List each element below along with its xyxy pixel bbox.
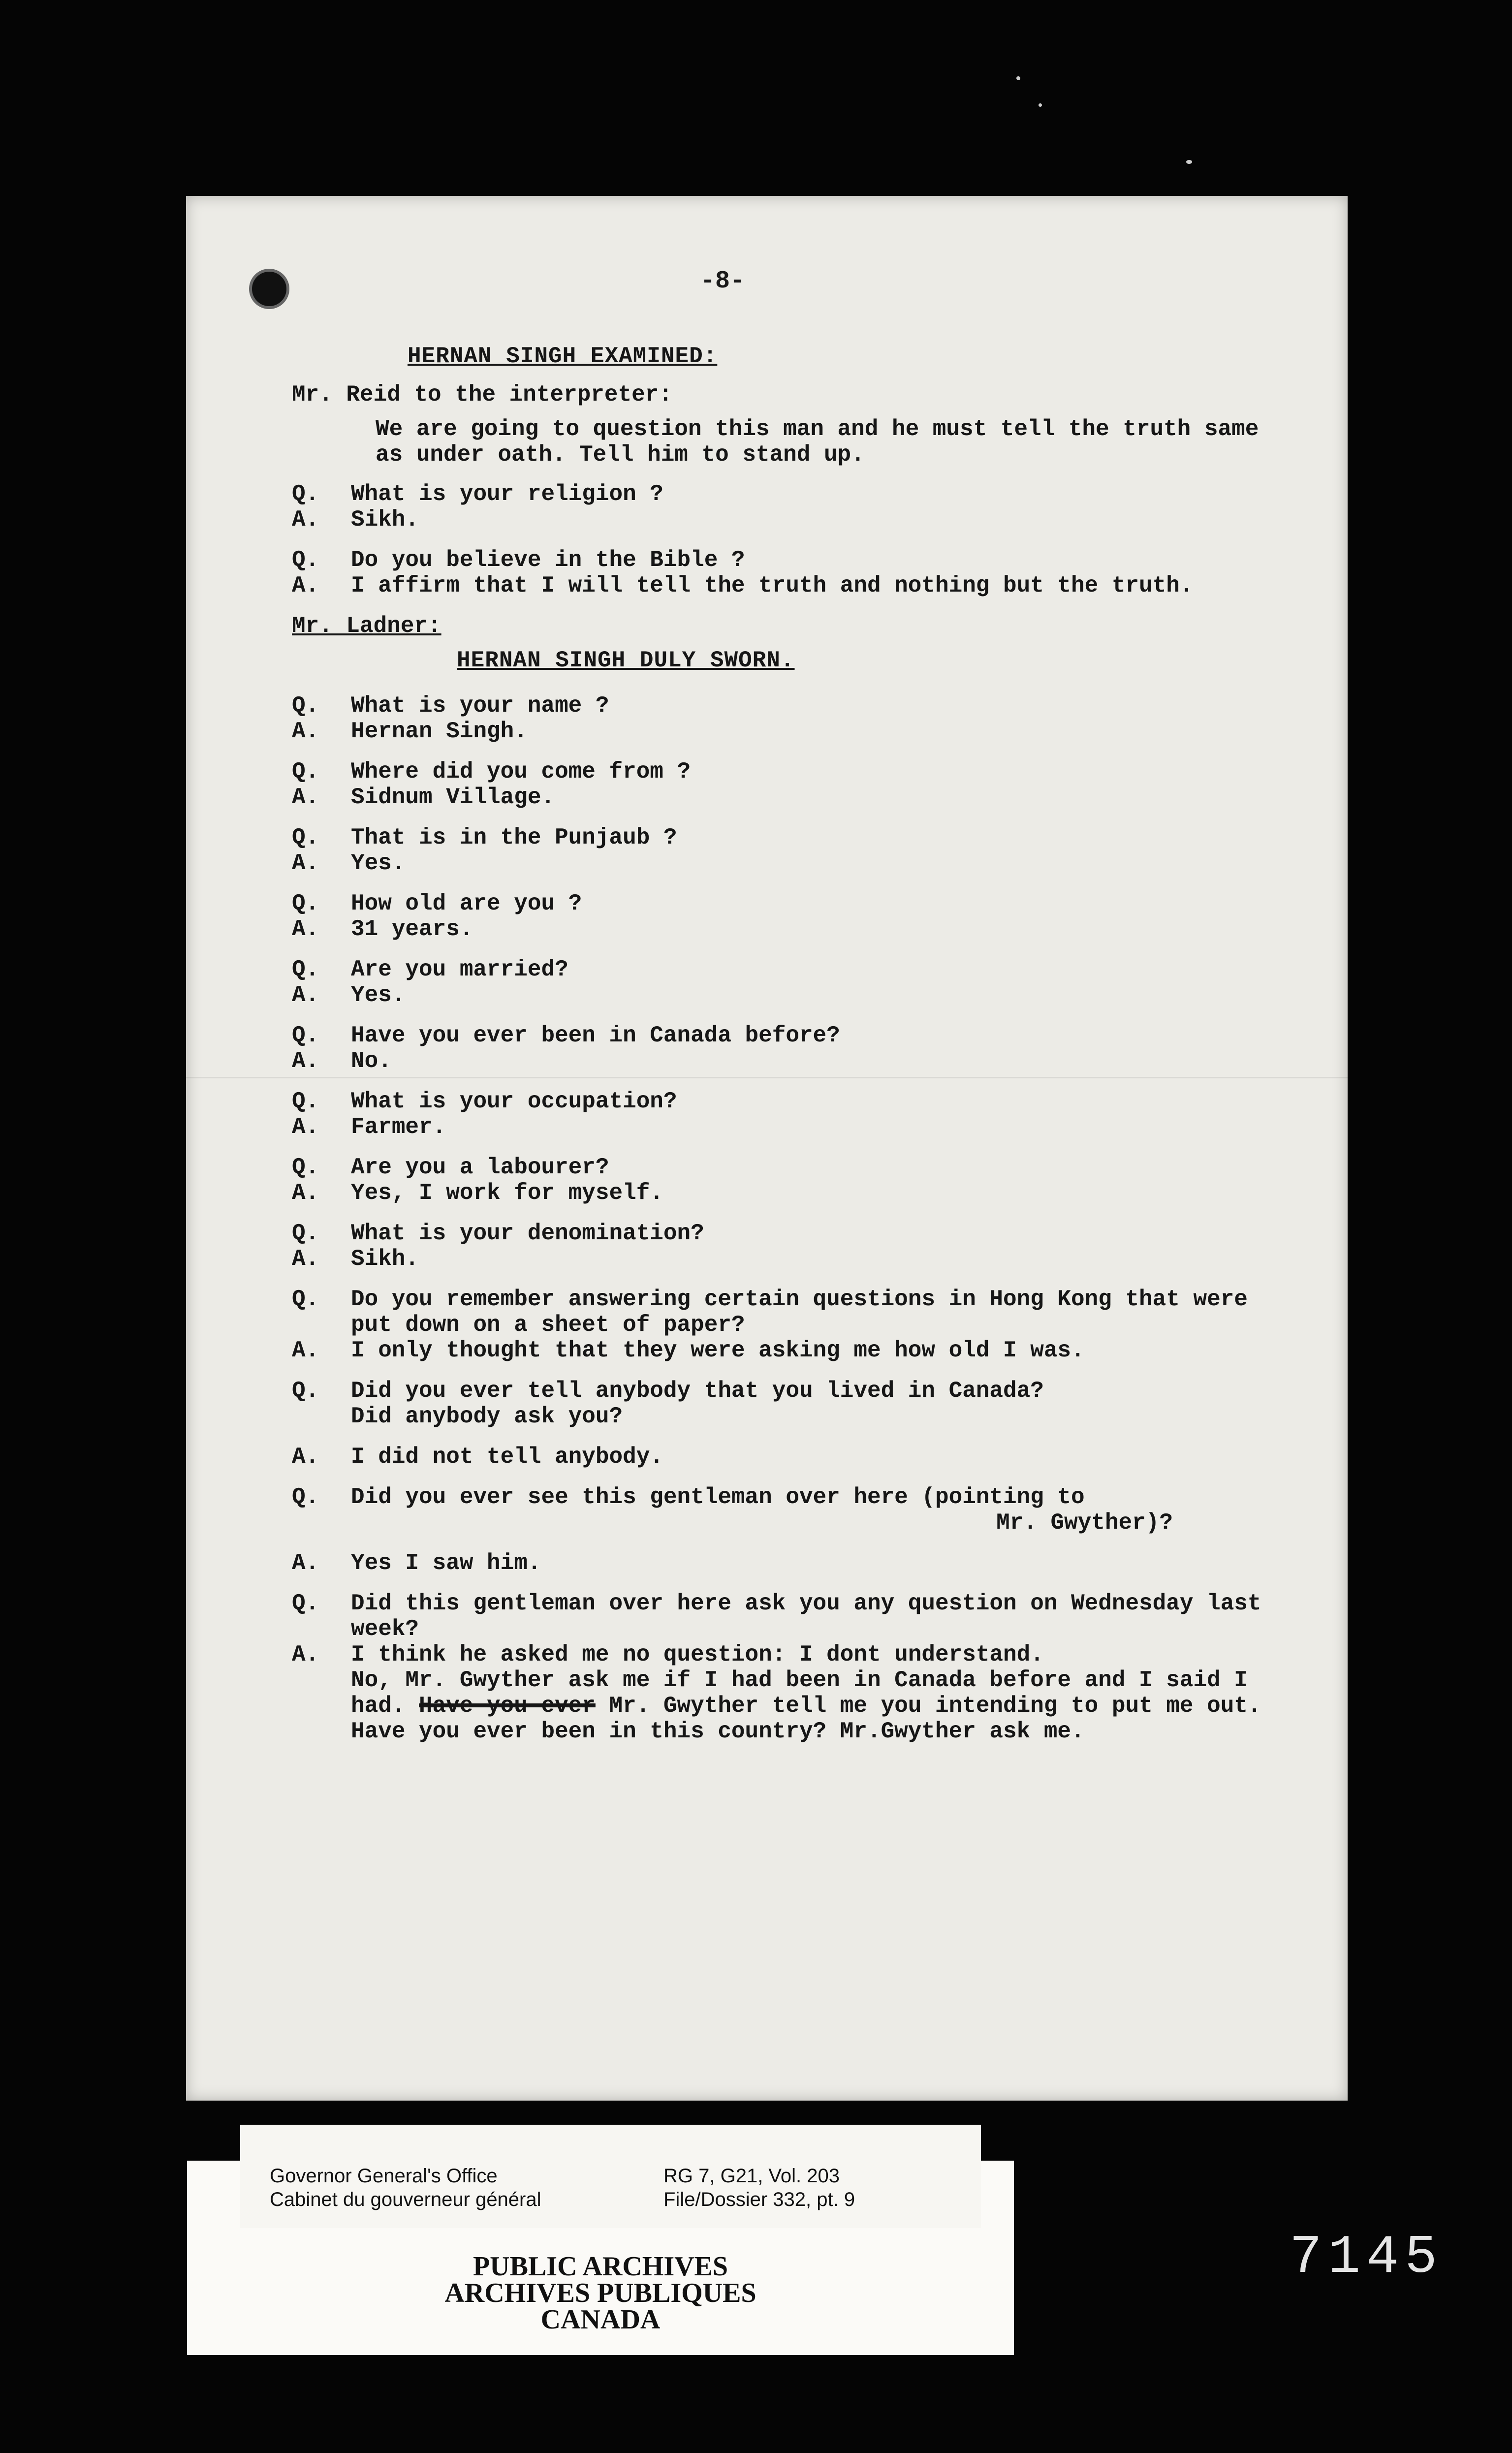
- heading-hernan-singh-examined: HERNAN SINGH EXAMINED:: [408, 344, 718, 369]
- scan-speck: [1039, 103, 1042, 107]
- archive-office-name: Governor General's Office Cabinet du gouverneur général: [270, 2165, 541, 2210]
- document-page: [186, 196, 1348, 2101]
- qa-married: Q. Are you married? A. Yes.: [292, 957, 568, 1008]
- qa-wednesday: Q. Did this gentleman over here ask you any question on Wednesday last week? A. I think he asked me no question: I dont understand. No, Mr. Gwyther ask me if I had been in Canada before and I said I had. Have you ever Mr. Gwyther tell me you intending to put me out. Have you ever been in this country? Mr.Gwyther ask me.: [292, 1591, 1275, 1744]
- qa-saw-him: A. Yes I saw him.: [292, 1550, 541, 1576]
- scan-speck: [1186, 160, 1192, 164]
- transcript-content: [292, 344, 1301, 1759]
- qa-origin: Q. Where did you come from ? A. Sidnum Village.: [292, 759, 691, 810]
- qa-hong-kong: Q. Do you remember answering certain questions in Hong Kong that were put down on a sheet of paper? A. I only thought that they were asking me how old I was.: [292, 1287, 1261, 1363]
- qa-canada-before: Q. Have you ever been in Canada before? A. No.: [292, 1023, 840, 1074]
- archive-stamp: PUBLIC ARCHIVES ARCHIVES PUBLIQUES CANADA: [444, 2251, 756, 2335]
- speaker-mr-ladner: Mr. Ladner:: [292, 613, 441, 639]
- qa-punjaub: Q. That is in the Punjaub ? A. Yes.: [292, 825, 677, 876]
- instruction-text: We are going to question this man and he must tell the truth same as under oath. Tell him to stand up.: [376, 416, 1259, 468]
- archive-reference-label: [240, 2125, 981, 2228]
- qa-occupation: Q. What is your occupation? A. Farmer.: [292, 1089, 677, 1140]
- frame-number: 7145: [1290, 2227, 1444, 2289]
- speaker-mr-reid: Mr. Reid to the interpreter:: [292, 382, 672, 408]
- qa-age: Q. How old are you ? A. 31 years.: [292, 891, 582, 942]
- qa-denomination: Q. What is your denomination? A. Sikh.: [292, 1221, 704, 1272]
- punch-hole: [249, 269, 289, 309]
- struck-text: Have you ever: [419, 1693, 596, 1719]
- page-number: -8-: [700, 267, 745, 295]
- qa-religion: Q. What is your religion ? A. Sikh.: [292, 481, 663, 533]
- qa-see-gentleman: Q. Did you ever see this gentleman over here (pointing to Mr. Gwyther)?: [292, 1484, 1173, 1536]
- scan-speck: [1016, 76, 1020, 80]
- qa-labourer: Q. Are you a labourer? A. Yes, I work for myself.: [292, 1155, 663, 1206]
- qa-bible: Q. Do you believe in the Bible ? A. I affirm that I will tell the truth and nothing but the truth.: [292, 547, 1194, 598]
- qa-lived-in-canada: Q. Did you ever tell anybody that you lived in Canada? Did anybody ask you?: [292, 1378, 1044, 1429]
- archive-file-reference: RG 7, G21, Vol. 203 File/Dossier 332, pt. 9: [663, 2165, 855, 2210]
- qa-did-not-tell: A. I did not tell anybody.: [292, 1444, 663, 1470]
- heading-duly-sworn: HERNAN SINGH DULY SWORN.: [457, 648, 795, 673]
- qa-name: Q. What is your name ? A. Hernan Singh.: [292, 693, 609, 744]
